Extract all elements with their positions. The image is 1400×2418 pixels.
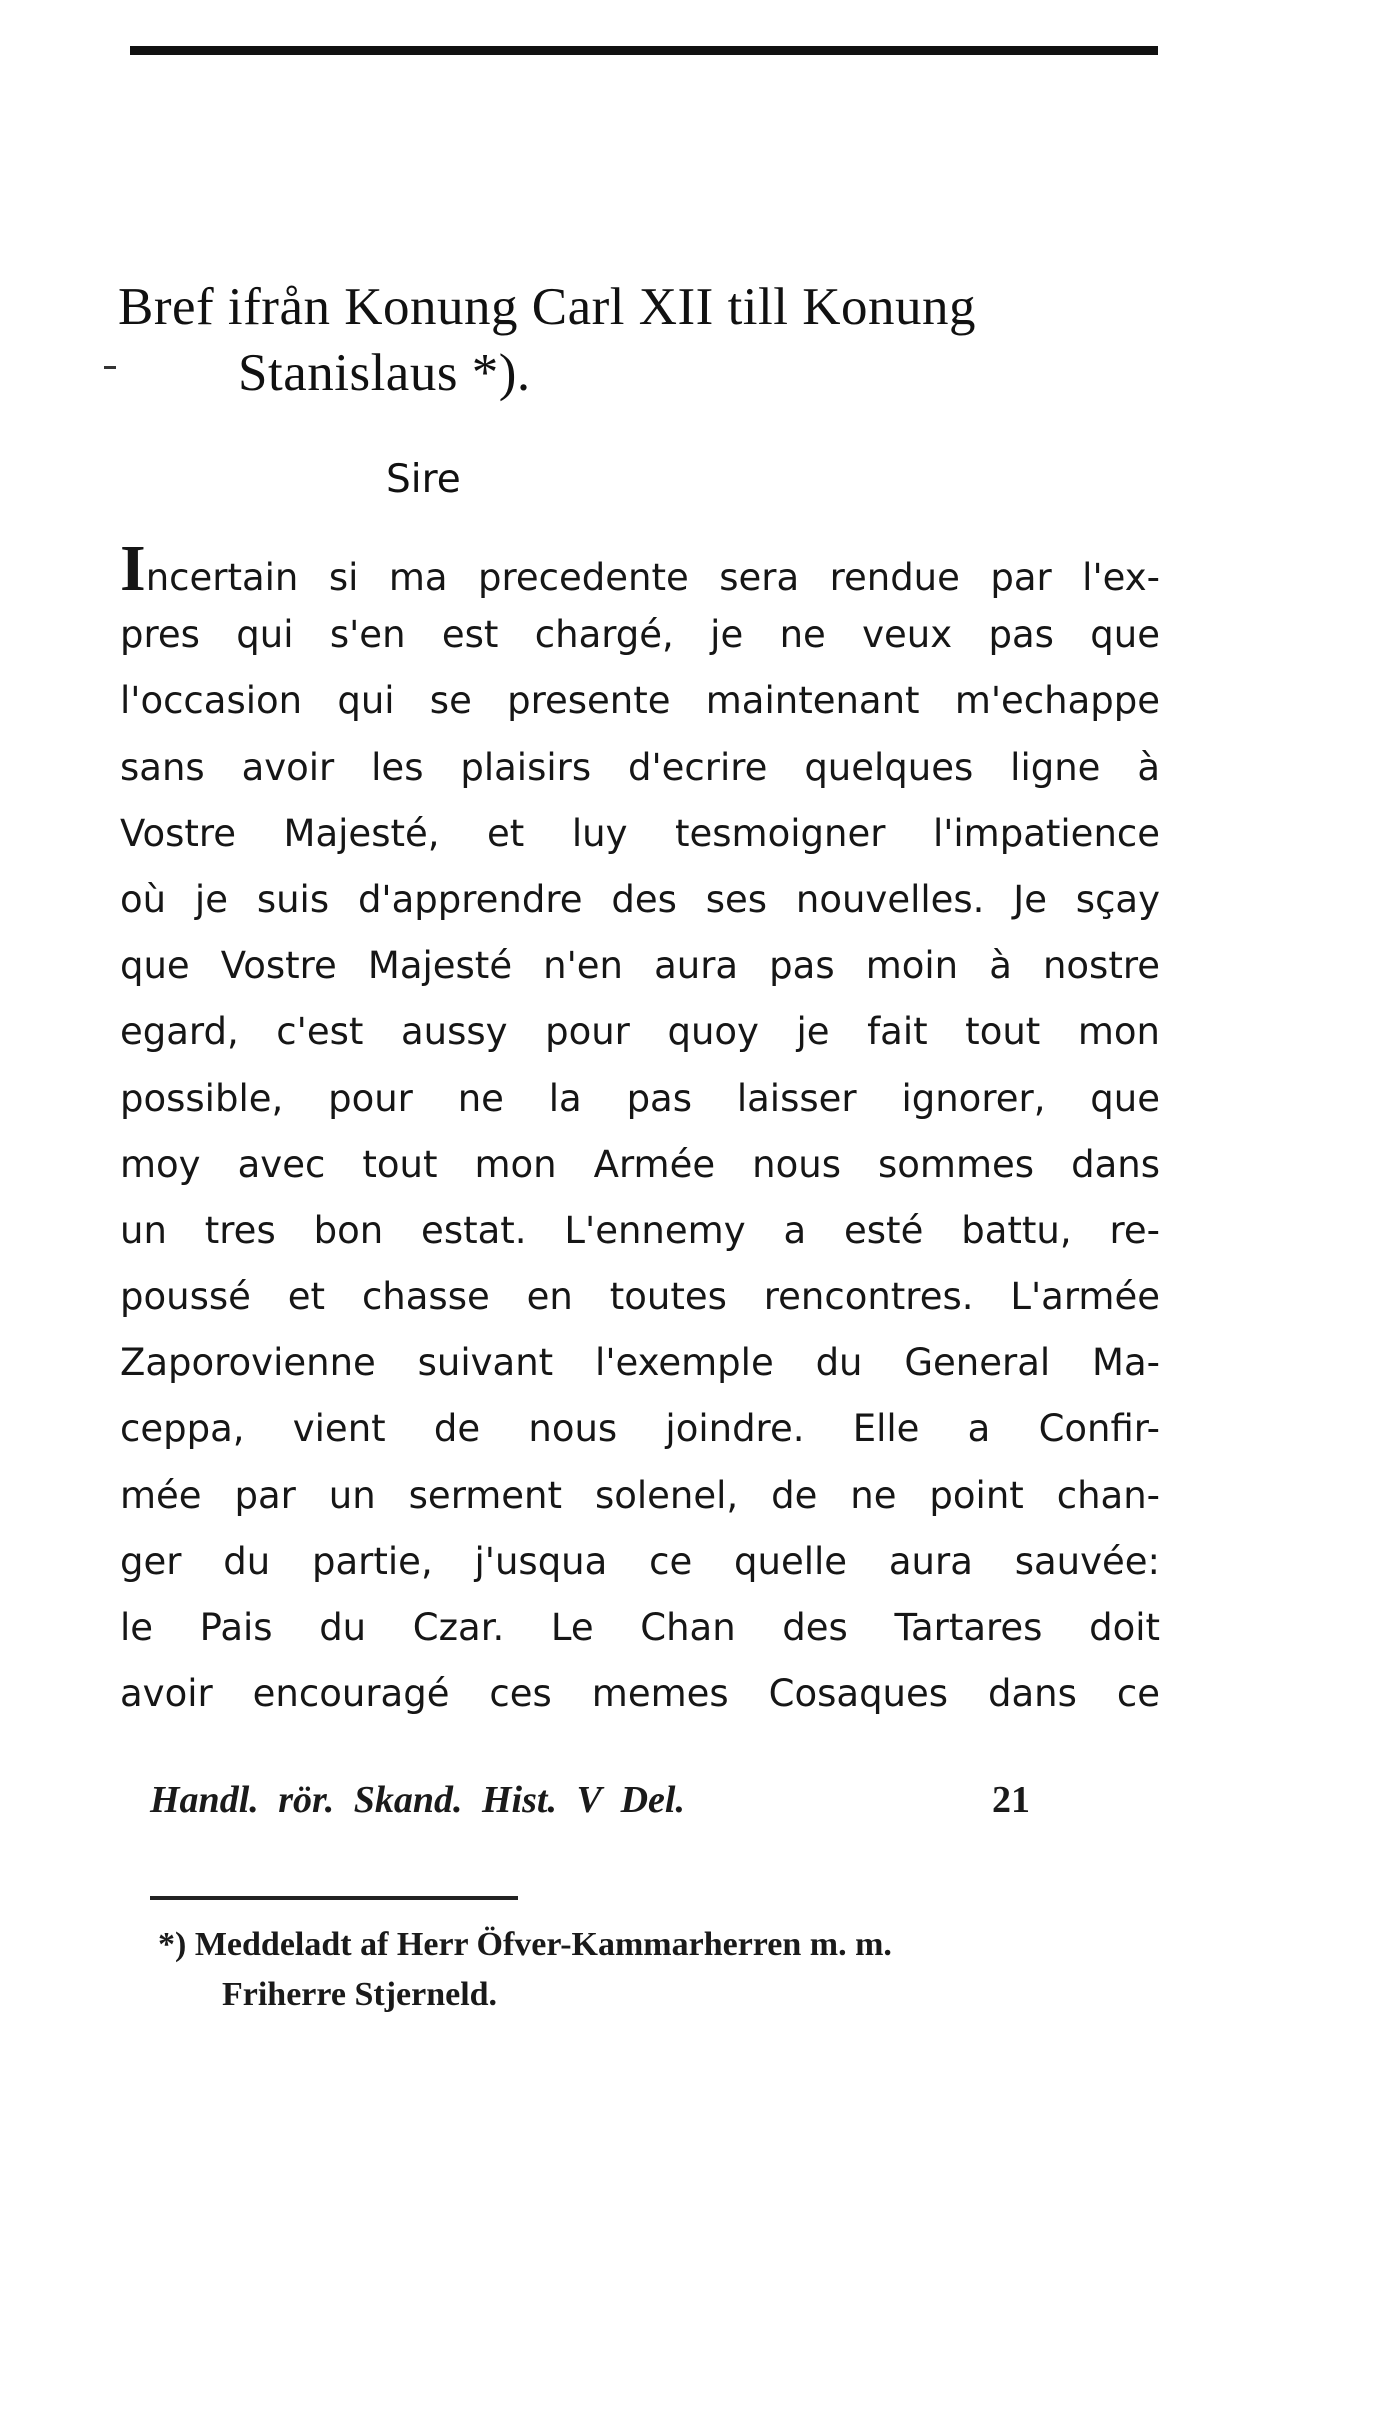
heading-line-2: Stanislaus *). xyxy=(238,344,531,402)
letter-heading xyxy=(118,274,1178,406)
footnote xyxy=(158,1920,1178,2020)
footnote-rule xyxy=(150,1896,518,1900)
body-line: un tres bon estat. L'ennemy a esté battu, re- xyxy=(120,1208,1160,1252)
heading-line-1: Bref ifrån Konung Carl XII till Konung xyxy=(118,278,976,336)
folio-number: 21 xyxy=(992,1779,1030,1821)
body-line: possible, pour ne la pas laisser ignorer, que xyxy=(120,1076,1160,1120)
body-line: sans avoir les plaisirs d'ecrire quelques ligne à xyxy=(120,745,1160,789)
signature-line: Handl. rör. Skand. Hist. V Del. xyxy=(150,1779,685,1821)
body-line: Zaporovienne suivant l'exemple du General Ma- xyxy=(120,1341,1160,1385)
body-line: mée par un serment solenel, de ne point chan- xyxy=(120,1473,1160,1517)
body-line: ger du partie, j'usqua ce quelle aura sauvée: xyxy=(120,1539,1160,1583)
body-line: l'occasion qui se presente maintenant m'echappe xyxy=(120,679,1160,723)
body-line: avoir encouragé ces memes Cosaques dans ce xyxy=(120,1672,1160,1716)
body-line: ceppa, vient de nous joindre. Elle a Confir- xyxy=(120,1407,1160,1451)
body-line: poussé et chasse en toutes rencontres. L'armée xyxy=(120,1275,1160,1319)
body-line: Incertain si ma precedente sera rendue par l'ex- xyxy=(120,532,1160,605)
letter-body xyxy=(120,532,1160,1727)
body-line: egard, c'est aussy pour quoy je fait tout mon xyxy=(120,1010,1160,1054)
footnote-line-2: Friherre Stjerneld. xyxy=(222,1976,498,2013)
top-rule xyxy=(130,46,1158,55)
body-line: que Vostre Majesté n'en aura pas moin à nostre xyxy=(120,944,1160,988)
body-line: moy avec tout mon Armée nous sommes dans xyxy=(120,1142,1160,1186)
body-line: où je suis d'apprendre des ses nouvelles. Je sçay xyxy=(120,877,1160,921)
body-line: pres qui s'en est chargé, je ne veux pas que xyxy=(120,613,1160,657)
salutation: Sire xyxy=(386,457,461,502)
body-line: Vostre Majesté, et luy tesmoigner l'impatience xyxy=(120,811,1160,855)
footnote-line-1: *) Meddeladt af Herr Öfver-Kammarherren m. m. xyxy=(158,1926,892,1963)
heading-dash xyxy=(104,366,116,369)
body-line: le Pais du Czar. Le Chan des Tartares doit xyxy=(120,1606,1160,1649)
